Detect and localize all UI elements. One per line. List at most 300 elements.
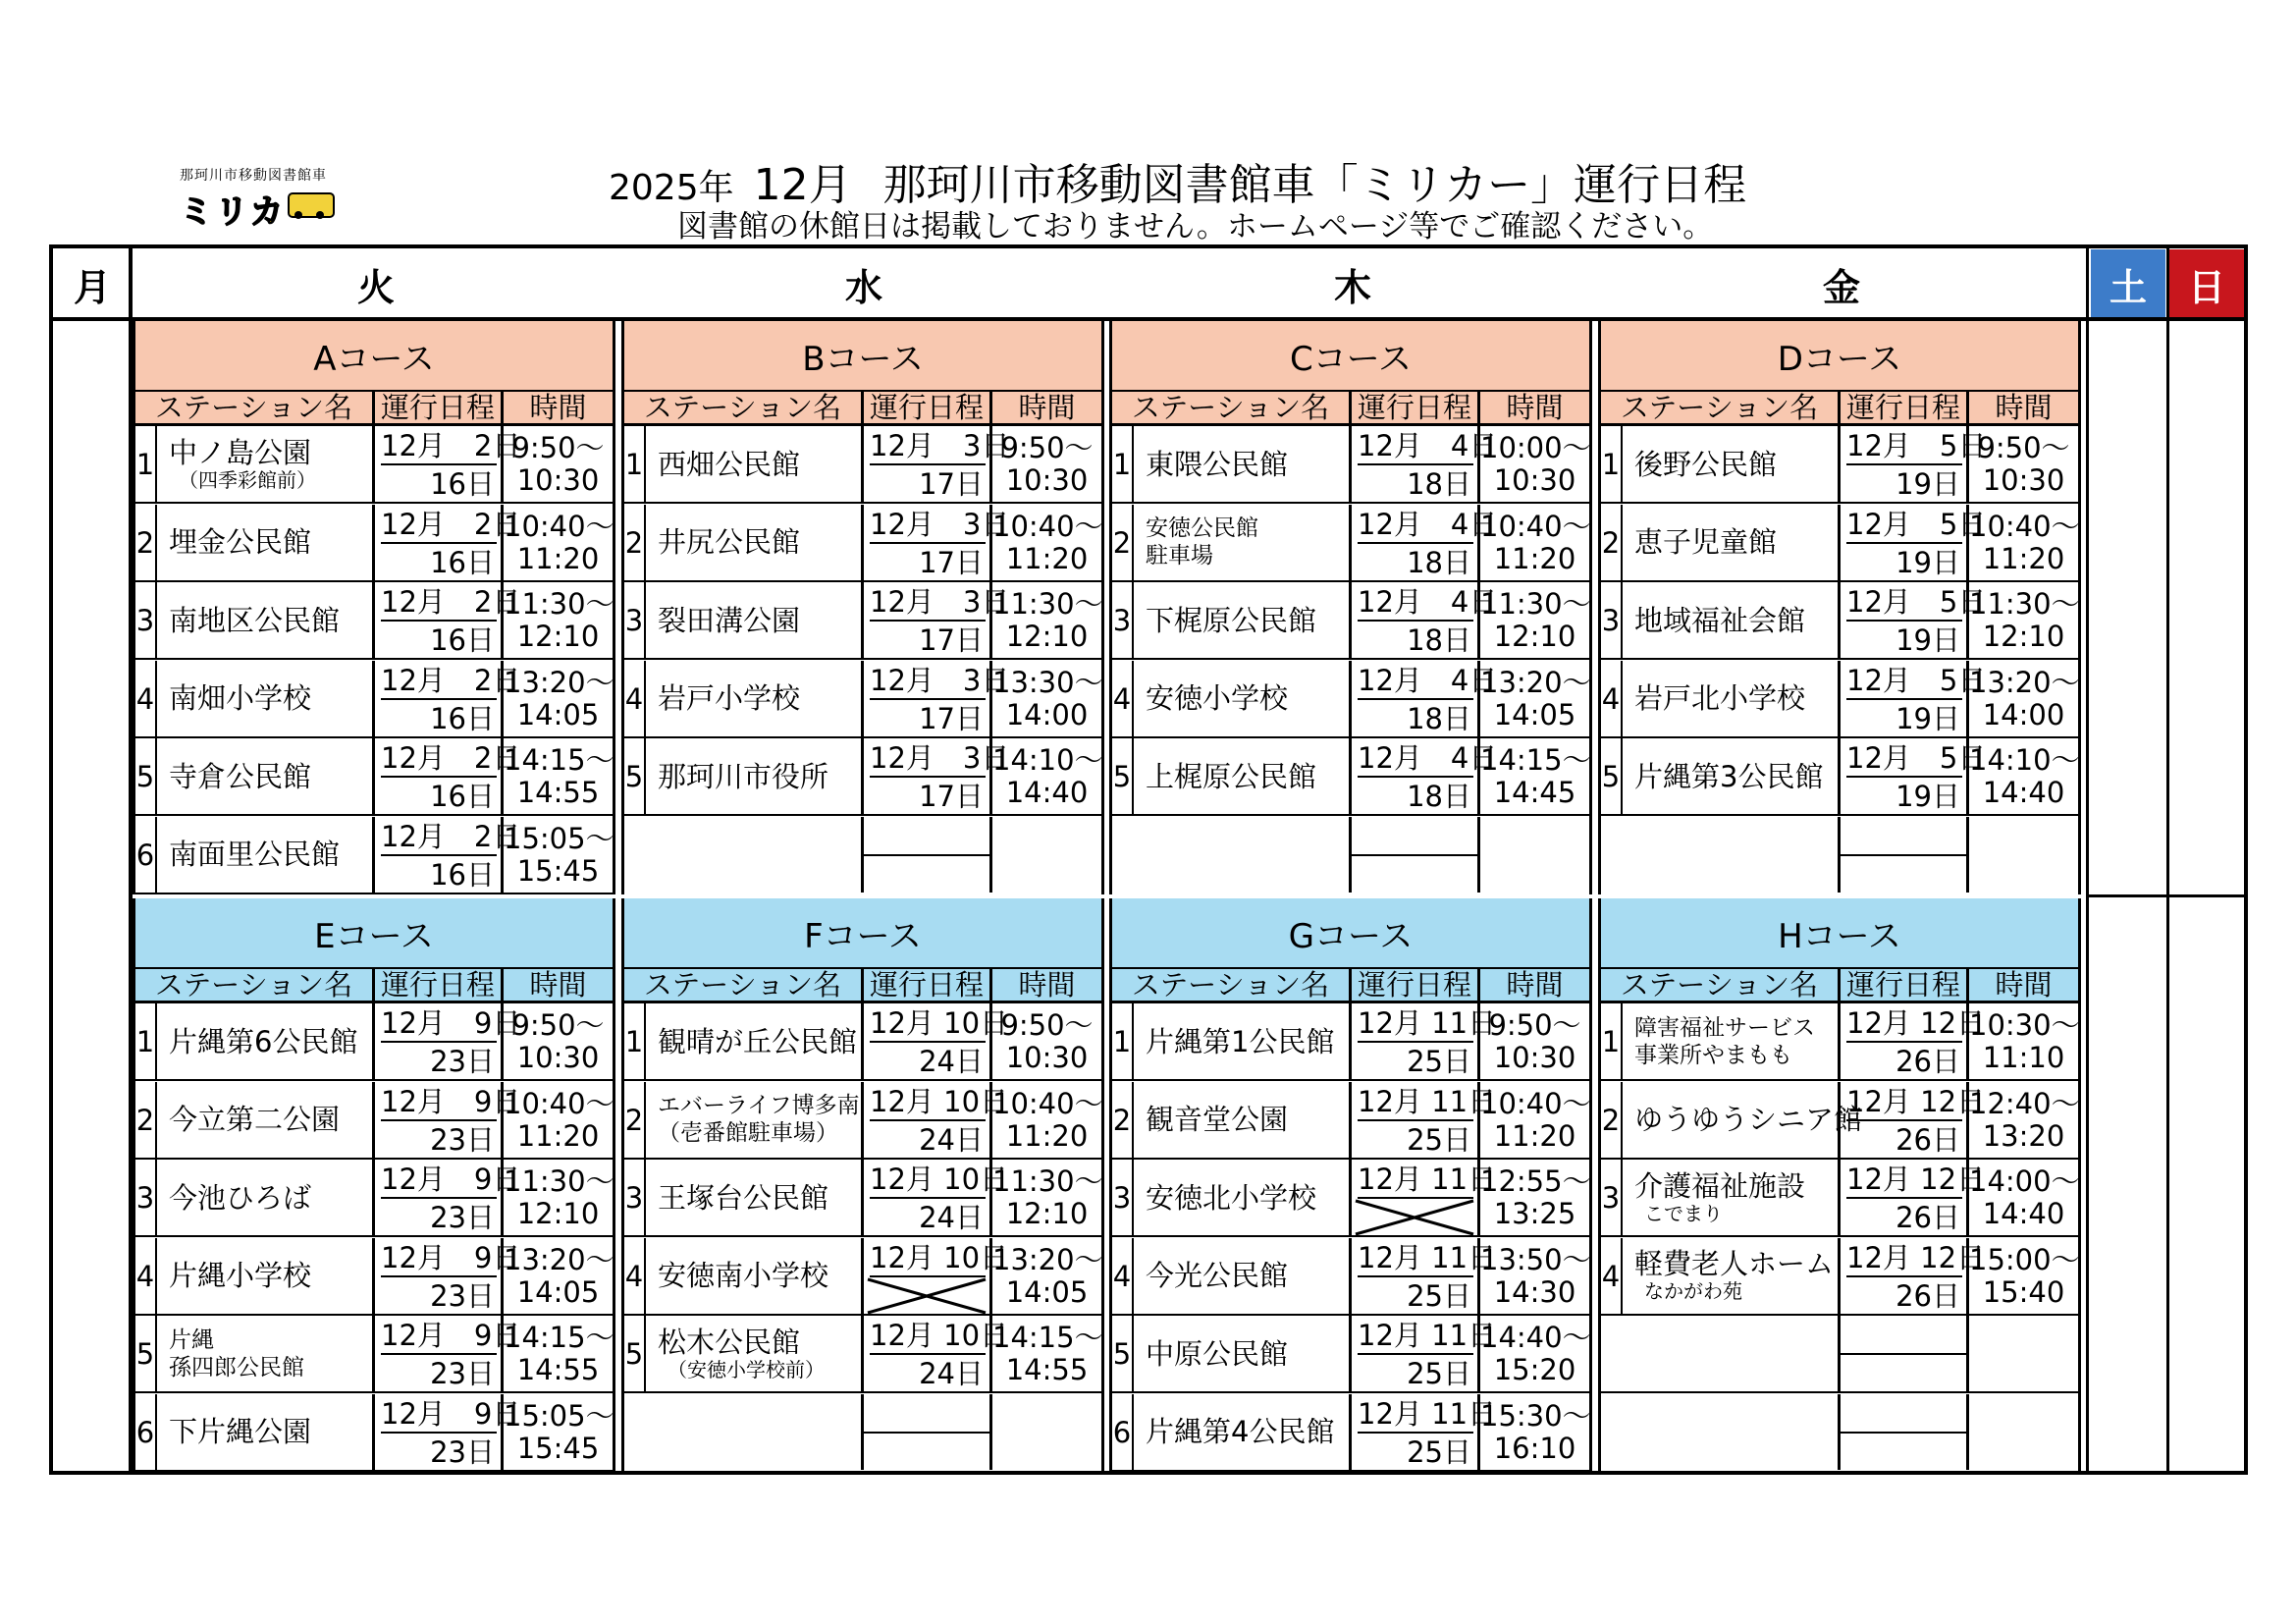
schedule-cell — [1349, 1394, 1497, 1470]
time-end: 14:40 — [1982, 1197, 2065, 1230]
time-start: 10:40～ — [504, 1086, 614, 1120]
schedule-date-2: 19日 — [1896, 545, 1960, 579]
time-cell — [1480, 1003, 1589, 1079]
station-name-main: 安徳小学校 — [1146, 681, 1289, 715]
time-start: 15:00～ — [1969, 1242, 2080, 1276]
station-name-main: 安徳南小学校 — [658, 1259, 829, 1292]
column-header-time: 時間 — [1995, 968, 2053, 1001]
course-title: Fコース — [624, 898, 1101, 969]
station-name — [1136, 1082, 1349, 1158]
schedule-date-2: 18日 — [1407, 623, 1471, 657]
weekend-row-divider — [2089, 894, 2244, 897]
station-name-sub: こでまり — [1644, 1201, 1723, 1225]
schedule-date-1: 12月 4日 — [1358, 740, 1473, 778]
schedule-cell — [1838, 1003, 1986, 1079]
time-cell — [1969, 661, 2078, 736]
station-name — [1625, 1082, 1863, 1158]
time-end: 10:30 — [1005, 463, 1089, 497]
time-start: 10:40～ — [992, 509, 1103, 543]
station-number: 1 — [624, 426, 646, 502]
time-end: 14:45 — [1493, 776, 1576, 809]
empty-row — [1601, 817, 2078, 894]
column-header-row — [1601, 969, 2078, 1003]
time-start: 13:20～ — [1969, 665, 2080, 699]
time-cell — [1969, 1082, 2078, 1158]
time-end: 10:30 — [516, 1041, 600, 1074]
schedule-date-2: 16日 — [430, 857, 495, 892]
time-cell — [504, 1160, 613, 1235]
schedule-cell — [1349, 582, 1498, 658]
time-start: 13:20～ — [992, 1242, 1103, 1276]
schedule-date-1: 12月 3日 — [870, 740, 986, 778]
schedule-cell — [372, 426, 521, 502]
time-start: 9:50～ — [1000, 431, 1094, 464]
station-row — [1112, 1238, 1589, 1316]
time-start: 9:50～ — [1488, 1008, 1581, 1042]
time-end: 14:40 — [1982, 776, 2065, 809]
time-end: 14:55 — [516, 776, 600, 809]
time-cell — [1969, 426, 2078, 502]
course-d — [1598, 321, 2081, 894]
station-name-sub: なかがわ苑 — [1644, 1279, 1742, 1303]
schedule-cell — [1838, 738, 1987, 814]
schedule-date-1: 12月 2日 — [381, 507, 497, 544]
schedule-date-2: 19日 — [1896, 467, 1960, 501]
time-cell — [992, 1160, 1101, 1235]
time-end: 14:30 — [1493, 1274, 1576, 1309]
station-name-main: 安徳北小学校 — [1146, 1180, 1317, 1215]
course-b — [621, 321, 1104, 894]
station-name-main: 地域福祉会館 — [1634, 603, 1806, 637]
station-row — [1112, 1316, 1589, 1393]
schedule-date-1: 12月 5日 — [1846, 740, 1962, 778]
station-name — [648, 1003, 861, 1079]
course-f — [621, 898, 1104, 1472]
station-name — [1136, 505, 1349, 580]
schedule-date-1: 12月 4日 — [1358, 507, 1473, 544]
time-end: 14:05 — [1005, 1274, 1089, 1309]
time-end: 16:10 — [1493, 1431, 1576, 1465]
station-name-main: 南畑小学校 — [169, 681, 312, 715]
station-number: 4 — [135, 661, 157, 736]
schedule-date-1: 12月 2日 — [381, 428, 497, 465]
station-number: 4 — [624, 661, 646, 736]
station-name — [648, 738, 861, 814]
station-row — [1112, 582, 1589, 660]
column-header-station: ステーション名 — [1112, 392, 1352, 424]
station-number: 2 — [624, 505, 646, 580]
schedule-date-2: 17日 — [919, 780, 984, 813]
time-start: 13:20～ — [504, 1242, 614, 1276]
station-name-main: 片縄第3公民館 — [1634, 759, 1824, 793]
time-start: 10:40～ — [1480, 1086, 1591, 1120]
column-header-row — [1601, 392, 2078, 426]
column-header-schedule: 運行日程 — [1352, 969, 1480, 1001]
time-cell — [992, 426, 1101, 502]
time-start: 13:20～ — [1480, 665, 1591, 699]
time-cell — [1969, 1003, 2078, 1079]
time-end: 14:40 — [1005, 776, 1089, 809]
station-name — [1136, 738, 1349, 814]
schedule-date-2: 23日 — [430, 1435, 495, 1469]
time-cell — [504, 817, 613, 893]
course-c — [1109, 321, 1592, 894]
time-cell — [504, 582, 613, 658]
station-number: 4 — [624, 1238, 646, 1314]
station-row — [135, 505, 613, 582]
column-header-station: ステーション名 — [135, 969, 375, 1001]
station-number: 2 — [135, 505, 157, 580]
column-header-row — [135, 969, 613, 1003]
station-row — [135, 738, 613, 816]
station-row — [1601, 1238, 2078, 1316]
schedule-cell — [1349, 1003, 1497, 1079]
station-number: 2 — [1112, 1082, 1134, 1158]
time-end: 12:10 — [1005, 620, 1089, 653]
schedule-cell — [372, 1160, 521, 1235]
schedule-date-2: 23日 — [430, 1278, 495, 1313]
station-row — [624, 505, 1101, 582]
schedule-date-1: 12月 5日 — [1846, 663, 1962, 700]
station-name-main: 安徳公民館 — [1146, 515, 1258, 541]
time-cell — [992, 505, 1101, 580]
time-start: 14:15～ — [1480, 743, 1591, 777]
time-end: 11:20 — [1005, 541, 1089, 575]
station-name — [159, 426, 372, 502]
station-name — [159, 582, 372, 658]
station-row — [1112, 1160, 1589, 1237]
station-row — [624, 1316, 1101, 1393]
station-row — [1601, 661, 2078, 738]
empty-row — [1112, 817, 1589, 894]
station-row — [1112, 426, 1589, 504]
schedule-date-2: 16日 — [430, 623, 495, 657]
schedule-date-2: 16日 — [430, 780, 495, 813]
time-cell — [1480, 1238, 1589, 1314]
station-number: 3 — [1601, 1160, 1623, 1235]
station-number: 3 — [1601, 582, 1623, 658]
day-header-wed: 水 — [844, 266, 882, 309]
station-name — [159, 1082, 372, 1158]
time-start: 10:40～ — [1480, 509, 1591, 543]
station-name-main: 寺倉公民館 — [169, 759, 312, 793]
time-start: 10:30～ — [1969, 1008, 2080, 1042]
schedule-date-2: 24日 — [919, 1045, 984, 1078]
course-title: Aコース — [135, 321, 613, 392]
time-end: 12:10 — [516, 1197, 600, 1230]
course-title: Dコース — [1601, 321, 2078, 392]
schedule-cell — [372, 661, 521, 736]
time-end: 14:00 — [1982, 697, 2065, 731]
station-name — [1136, 1238, 1349, 1314]
time-end: 15:45 — [516, 853, 600, 888]
schedule-cell — [1349, 505, 1498, 580]
station-name-main: 今立第二公園 — [169, 1103, 341, 1136]
station-row — [1112, 1003, 1589, 1081]
time-end: 12:10 — [1493, 620, 1576, 653]
logo-name: ミリカ — [180, 192, 286, 232]
time-cell — [1480, 505, 1589, 580]
station-name — [159, 1316, 372, 1391]
time-start: 10:40～ — [1969, 509, 2080, 543]
schedule-cell — [1838, 1160, 1986, 1235]
station-name-main: 下梶原公民館 — [1146, 603, 1317, 637]
station-name-main: 岩戸北小学校 — [1634, 681, 1806, 715]
station-row — [624, 661, 1101, 738]
course-g — [1109, 898, 1592, 1472]
time-cell — [504, 1238, 613, 1314]
station-row — [624, 1160, 1101, 1237]
empty-row — [624, 1394, 1101, 1472]
station-row — [1112, 1394, 1589, 1472]
station-number: 4 — [1112, 1238, 1134, 1314]
schedule-date-2: 24日 — [919, 1201, 984, 1234]
schedule-date-1: 12月 11日 — [1358, 1318, 1473, 1355]
schedule-date-2: 26日 — [1896, 1201, 1960, 1234]
station-number: 3 — [135, 582, 157, 658]
schedule-cell — [861, 1003, 1009, 1079]
time-end: 10:30 — [1005, 1041, 1089, 1074]
station-name-main: 片縄第4公民館 — [1146, 1415, 1335, 1448]
time-start: 10:40～ — [504, 509, 614, 543]
divider-fri — [2086, 248, 2089, 1471]
schedule-date-1: 12月 3日 — [870, 663, 986, 700]
station-name — [648, 1082, 861, 1158]
time-cell — [504, 1082, 613, 1158]
station-name-sub: 事業所やまもも — [1634, 1042, 1792, 1068]
schedule-date-1: 12月 5日 — [1846, 584, 1962, 622]
column-header-time: 時間 — [529, 391, 587, 424]
schedule-cell — [1838, 1082, 1986, 1158]
schedule-date-1: 12月 9日 — [381, 1396, 497, 1434]
time-end: 14:05 — [516, 1274, 600, 1309]
station-name-sub: 駐車場 — [1146, 543, 1213, 568]
course-e — [133, 898, 615, 1472]
station-name — [159, 1003, 372, 1079]
schedule-cell — [1349, 1238, 1497, 1314]
schedule-cell — [1349, 1082, 1497, 1158]
schedule-cell — [372, 1394, 521, 1470]
time-start: 11:30～ — [992, 1164, 1103, 1198]
schedule-cell — [1838, 582, 1987, 658]
schedule-cell — [1349, 426, 1498, 502]
schedule-date-1: 12月 9日 — [381, 1318, 497, 1355]
station-row — [624, 1082, 1101, 1160]
title-year: 2025年 — [609, 168, 734, 208]
schedule-cell — [1838, 505, 1987, 580]
station-name — [159, 505, 372, 580]
day-header-fri: 金 — [1822, 266, 1860, 309]
time-end: 10:30 — [1493, 463, 1576, 497]
station-name — [159, 738, 372, 814]
column-header-schedule: 運行日程 — [1352, 392, 1480, 424]
station-row — [1112, 738, 1589, 816]
time-cell — [1480, 1316, 1589, 1391]
schedule-date-2: 19日 — [1896, 623, 1960, 657]
station-number: 1 — [135, 426, 157, 502]
station-row — [1601, 426, 2078, 504]
schedule-date-1: 12月 9日 — [381, 1005, 497, 1043]
schedule-date-1: 12月 2日 — [381, 584, 497, 622]
time-cell — [504, 1316, 613, 1391]
time-start: 10:40～ — [992, 1086, 1103, 1120]
schedule-date-1: 12月 3日 — [870, 428, 986, 465]
schedule-cell — [1349, 661, 1498, 736]
station-name — [159, 661, 372, 736]
schedule-date-2: 26日 — [1896, 1278, 1960, 1313]
schedule-date-1: 12月 12日 — [1846, 1162, 1962, 1199]
station-number: 2 — [1601, 1082, 1623, 1158]
column-header-row — [624, 969, 1101, 1003]
course-a — [133, 321, 615, 894]
time-cell — [1480, 738, 1589, 814]
station-name-main: 介護福祉施設 — [1634, 1168, 1806, 1203]
column-header-station: ステーション名 — [1112, 969, 1352, 1001]
schedule-date-2: 25日 — [1407, 1278, 1471, 1313]
time-start: 9:50～ — [1000, 1008, 1094, 1042]
station-name — [159, 817, 372, 893]
station-name — [1625, 582, 1838, 658]
column-header-row — [1112, 392, 1589, 426]
station-name-main: エバーライフ博多南 — [658, 1093, 860, 1118]
station-row — [624, 1238, 1101, 1316]
station-name — [1136, 661, 1349, 736]
schedule-cell — [861, 738, 1010, 814]
station-name — [648, 426, 861, 502]
time-cell — [992, 738, 1101, 814]
station-number: 1 — [624, 1003, 646, 1079]
time-cell — [504, 661, 613, 736]
station-name — [648, 1238, 861, 1314]
schedule-date-2: 18日 — [1407, 701, 1471, 735]
time-start: 9:50～ — [511, 431, 605, 464]
course-title: Cコース — [1112, 321, 1589, 392]
schedule-date-1: 12月 9日 — [381, 1240, 497, 1277]
schedule-date-1: 12月 10日 — [870, 1162, 986, 1199]
station-name-main: 南地区公民館 — [169, 603, 341, 637]
time-end: 10:30 — [1982, 463, 2065, 497]
station-row — [135, 1238, 613, 1316]
schedule-cell — [372, 1003, 521, 1079]
schedule-date-1: 12月 4日 — [1358, 663, 1473, 700]
schedule-date-1: 12月 12日 — [1846, 1005, 1962, 1043]
column-header-schedule: 運行日程 — [864, 392, 992, 424]
station-name — [1136, 1003, 1349, 1079]
station-number: 6 — [1112, 1394, 1134, 1470]
station-name — [159, 1160, 372, 1235]
station-name-main: 中ノ島公園 — [169, 435, 312, 469]
station-name — [159, 1238, 372, 1314]
station-row — [1112, 661, 1589, 738]
time-start: 11:30～ — [992, 587, 1103, 621]
column-header-schedule: 運行日程 — [1841, 969, 1969, 1001]
course-title: Hコース — [1601, 898, 2078, 969]
schedule-date-2: 18日 — [1407, 467, 1471, 501]
column-header-time: 時間 — [1018, 968, 1076, 1001]
schedule-date-1: 12月 10日 — [870, 1318, 986, 1355]
time-end: 14:55 — [1005, 1353, 1089, 1386]
time-cell — [992, 1003, 1101, 1079]
time-end: 15:20 — [1493, 1353, 1576, 1386]
schedule-date-1: 12月 9日 — [381, 1084, 497, 1121]
page-subtitle: 図書館の休館日は掲載しておりません。ホームページ等でご確認ください。 — [677, 209, 1714, 244]
time-cell — [992, 1082, 1101, 1158]
schedule-date-2: 25日 — [1407, 1122, 1471, 1157]
time-end: 11:20 — [516, 541, 600, 575]
station-number: 5 — [135, 1316, 157, 1391]
station-number: 5 — [135, 738, 157, 814]
time-cell — [1480, 426, 1589, 502]
time-cell — [504, 1394, 613, 1470]
schedule-date-1: 12月 12日 — [1846, 1240, 1962, 1277]
station-name-main: 下片縄公園 — [169, 1415, 312, 1448]
station-name-main: 観音堂公園 — [1146, 1103, 1289, 1136]
station-name-main: 中原公民館 — [1146, 1336, 1289, 1371]
station-row — [1601, 738, 2078, 816]
station-number: 2 — [1112, 505, 1134, 580]
station-name — [1625, 661, 1838, 736]
schedule-cell — [861, 582, 1010, 658]
schedule-date-2: 26日 — [1896, 1045, 1960, 1078]
station-number: 6 — [135, 817, 157, 893]
column-header-row — [135, 392, 613, 426]
schedule-cell — [861, 426, 1010, 502]
station-number: 1 — [1601, 1003, 1623, 1079]
column-header-schedule: 運行日程 — [375, 392, 504, 424]
schedule-cell — [372, 1238, 521, 1314]
column-header-row — [1112, 969, 1589, 1003]
time-cell — [504, 1003, 613, 1079]
schedule-date-1: 12月 11日 — [1358, 1162, 1473, 1199]
schedule-date-2: 26日 — [1896, 1122, 1960, 1157]
station-number: 3 — [135, 1160, 157, 1235]
station-name-sub: （四季彩館前） — [179, 467, 316, 492]
column-header-station: ステーション名 — [624, 969, 864, 1001]
time-start: 11:30～ — [1969, 587, 2080, 621]
time-start: 12:40～ — [1969, 1086, 2080, 1120]
schedule-date-2: 23日 — [430, 1045, 495, 1078]
station-number: 2 — [624, 1082, 646, 1158]
station-row — [135, 1160, 613, 1237]
schedule-date-1: 12月 11日 — [1358, 1084, 1473, 1121]
time-cell — [1480, 582, 1589, 658]
station-number: 1 — [135, 1003, 157, 1079]
station-name-main: 王塚台公民館 — [658, 1180, 829, 1215]
time-start: 13:50～ — [1480, 1242, 1591, 1276]
empty-row — [1601, 1394, 2078, 1472]
title-main: 那珂川市移動図書館車「ミリカー」運行日程 — [882, 160, 1747, 210]
time-cell — [1969, 582, 2078, 658]
schedule-date-2: 24日 — [919, 1122, 984, 1157]
station-number: 6 — [135, 1394, 157, 1470]
schedule-date-1: 12月 11日 — [1358, 1396, 1473, 1434]
schedule-cell — [372, 505, 521, 580]
station-name — [1625, 738, 1838, 814]
time-end: 11:20 — [1493, 541, 1576, 575]
station-row — [135, 582, 613, 660]
station-row — [624, 1003, 1101, 1081]
station-name-main: 東隈公民館 — [1146, 447, 1289, 481]
time-start: 11:30～ — [504, 587, 614, 621]
station-name-main: 後野公民館 — [1634, 447, 1778, 481]
station-name — [159, 1394, 372, 1470]
station-name-main: 片縄第6公民館 — [169, 1024, 358, 1058]
schedule-cell — [1838, 1238, 1986, 1314]
schedule-date-2: 17日 — [919, 545, 984, 579]
schedule-date-2: 24日 — [919, 1357, 984, 1390]
mirika-logo — [180, 165, 337, 232]
time-cell — [1480, 1082, 1589, 1158]
